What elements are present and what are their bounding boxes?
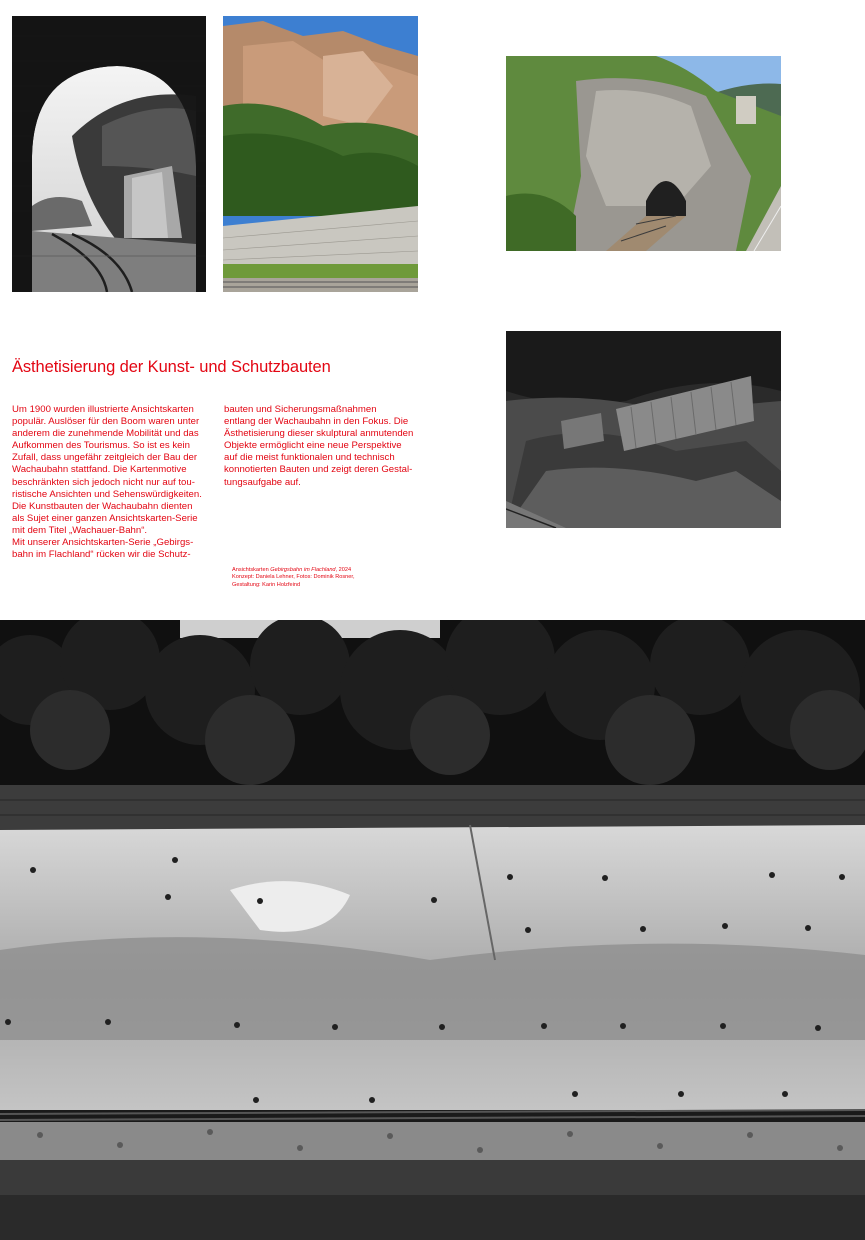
photo-shotcrete-slope-bw bbox=[0, 620, 865, 1240]
page-title: Ästhetisierung der Kunst- und Schutzbauten bbox=[12, 358, 331, 376]
body-line: Aufkommen des Tourismus. So ist es kein bbox=[12, 440, 190, 452]
body-line: Ästhetisierung dieser skulptural anmutenden bbox=[224, 428, 414, 440]
credit-prefix: Ansichtskarten bbox=[232, 567, 271, 573]
body-line: beschränkten sich jedoch nicht nur auf tou- bbox=[12, 476, 195, 488]
body-line: populär. Auslöser für den Boom waren unter bbox=[12, 416, 200, 428]
body-line: Wachaubahn stattfand. Die Kartenmotive bbox=[12, 464, 187, 476]
photo-tunnel-portal-bw bbox=[12, 16, 206, 292]
body-text-left bbox=[12, 404, 212, 561]
body-line: Die Kunstbauten der Wachaubahn dienten bbox=[12, 500, 193, 512]
body-line: mit dem Titel „Wachauer-Bahn“. bbox=[12, 524, 148, 536]
body-line: Objekte ermöglicht eine neue Perspektive bbox=[224, 440, 402, 452]
photo-rock-face-bw bbox=[506, 331, 781, 528]
body-line: auf die meist funktionalen und technisch bbox=[224, 452, 395, 464]
photo-tunnel-portal-color bbox=[506, 56, 781, 251]
body-text-right bbox=[224, 404, 424, 489]
body-line: konnotierten Bauten und zeigt deren Gestal- bbox=[224, 464, 413, 476]
image-credit bbox=[232, 567, 422, 589]
body-line: als Sujet einer ganzen Ansichtskarten-Serie bbox=[12, 512, 198, 524]
body-line: ristische Ansichten und Sehenswürdigkeiten. bbox=[12, 488, 202, 500]
credit-year: , 2024 bbox=[335, 567, 352, 573]
credit-series-title: Gebirgsbahn im Flachland bbox=[270, 567, 336, 573]
body-line: tungsaufgabe auf. bbox=[224, 476, 301, 488]
credit-line bbox=[232, 567, 422, 574]
body-line: Um 1900 wurden illustrierte Ansichtskarten bbox=[12, 404, 194, 415]
body-line: Mit unserer Ansichtskarten-Serie „Gebirgs- bbox=[12, 537, 194, 549]
body-line: Zufall, dass ungefähr zeitgleich der Bau der bbox=[12, 452, 198, 464]
body-line: bahn im Flachland“ rücken wir die Schutz- bbox=[12, 549, 191, 561]
body-line: bauten und Sicherungsmaßnahmen bbox=[224, 404, 377, 415]
credit-line: Konzept: Daniela Lehner, Fotos: Dominik Rosner, bbox=[232, 574, 355, 581]
photo-rock-cliff-color bbox=[223, 16, 418, 292]
body-line: entlang der Wachaubahn in den Fokus. Die bbox=[224, 416, 409, 428]
body-line: anderem die zunehmende Mobilität und das bbox=[12, 428, 199, 440]
credit-line: Gestaltung: Karin Holzfeind bbox=[232, 581, 301, 588]
